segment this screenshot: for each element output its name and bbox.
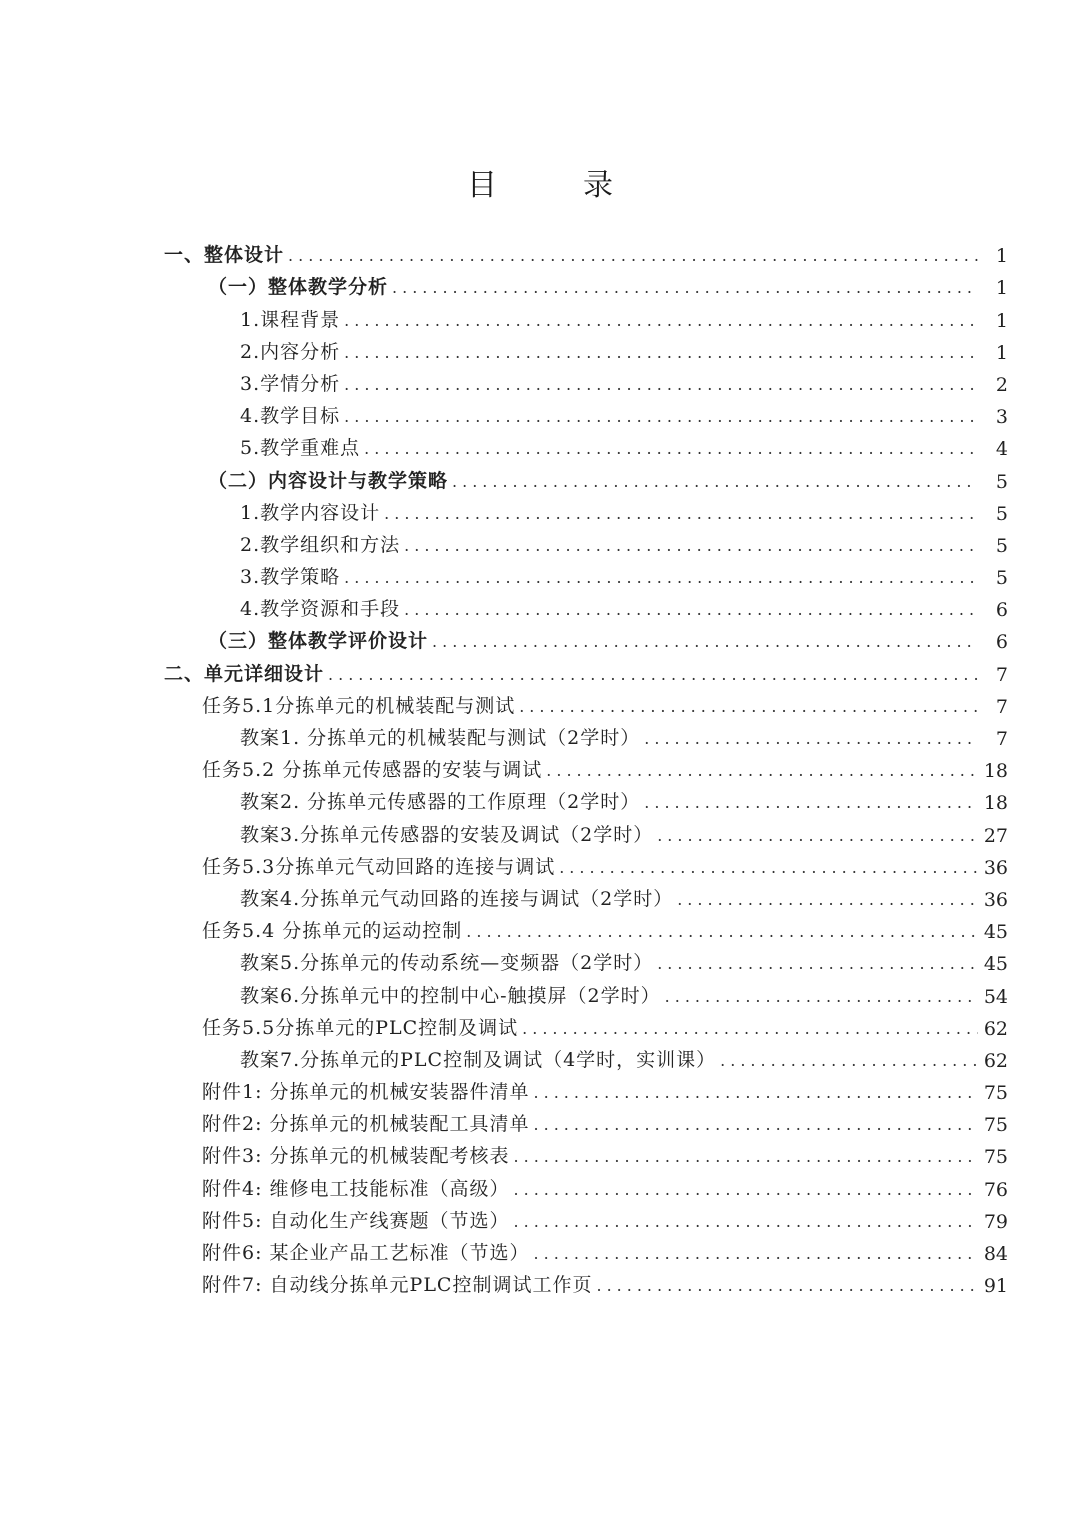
toc-entry[interactable] — [164, 493, 1008, 525]
toc-dot-leader — [657, 953, 978, 975]
toc-dot-leader — [644, 792, 978, 814]
toc-page-number: 18 — [983, 792, 1008, 815]
toc-dot-leader — [720, 1050, 978, 1072]
toc-entry-label: 附件1: 分拣单元的机械安装器件清单 — [202, 1081, 530, 1104]
toc-entry[interactable] — [164, 428, 1008, 460]
toc-page-number: 1 — [995, 277, 1008, 300]
toc-entry-label: 2.教学组织和方法 — [240, 533, 401, 556]
toc-entry-label: 1.教学内容设计 — [240, 501, 381, 524]
toc-dot-leader — [288, 245, 978, 267]
toc-entry[interactable] — [164, 332, 1008, 364]
toc-dot-leader — [514, 1179, 978, 1201]
toc-entry-label: 教案7.分拣单元的PLC控制及调试（4学时，实训课） — [240, 1048, 717, 1071]
toc-entry-label: 教案4.分拣单元气动回路的连接与调试（2学时） — [240, 887, 674, 910]
toc-entry-label: 教案6.分拣单元中的控制中心-触摸屏（2学时） — [240, 984, 661, 1007]
toc-page-number: 18 — [983, 760, 1008, 783]
toc-page-number: 3 — [995, 406, 1008, 429]
toc-dot-leader — [384, 503, 978, 525]
toc-dot-leader — [344, 406, 978, 428]
toc-page-number: 6 — [995, 631, 1008, 654]
toc-entry-label: 任务5.2 分拣单元传感器的安装与调试 — [202, 759, 543, 782]
toc-dot-leader — [534, 1114, 978, 1136]
toc-dot-leader — [392, 277, 978, 299]
toc-page-number: 84 — [983, 1243, 1008, 1265]
toc-entry[interactable] — [164, 1136, 1008, 1168]
toc-page-number: 62 — [983, 1017, 1008, 1040]
toc-page-number: 75 — [983, 1082, 1008, 1105]
toc-entry[interactable] — [164, 621, 1008, 653]
toc-entry[interactable] — [164, 750, 1008, 782]
toc-page-number: 91 — [983, 1275, 1008, 1298]
toc-page-number: 6 — [995, 599, 1008, 622]
toc-entry-label: 5.教学重难点 — [240, 437, 361, 460]
toc-entry-label: （三）整体教学评价设计 — [208, 630, 429, 653]
toc-dot-leader — [364, 438, 978, 460]
table-of-contents — [164, 235, 1008, 1297]
toc-entry[interactable] — [164, 299, 1008, 331]
toc-entry[interactable] — [164, 943, 1008, 975]
toc-page-number: 5 — [995, 567, 1008, 590]
toc-page-number: 5 — [995, 534, 1008, 557]
toc-dot-leader — [546, 760, 978, 782]
toc-page-number: 5 — [995, 470, 1008, 493]
toc-page-number: 36 — [983, 856, 1008, 879]
toc-page-number: 7 — [995, 695, 1008, 718]
toc-entry[interactable] — [164, 814, 1008, 846]
toc-entry[interactable] — [164, 911, 1008, 943]
toc-page-number: 54 — [983, 985, 1008, 1008]
toc-page-number: 1 — [995, 341, 1008, 364]
toc-entry-label: 3.教学策略 — [240, 566, 341, 589]
toc-entry[interactable] — [164, 1104, 1008, 1136]
toc-page-number: 1 — [995, 245, 1008, 268]
toc-page-number: 62 — [983, 1049, 1008, 1072]
toc-dot-leader — [328, 664, 978, 686]
toc-entry-label: 教案2. 分拣单元传感器的工作原理（2学时） — [240, 791, 641, 814]
toc-entry[interactable] — [164, 1008, 1008, 1040]
toc-page-number: 7 — [995, 663, 1008, 686]
toc-entry-label: 附件5: 自动化生产线赛题（节选） — [202, 1209, 510, 1232]
toc-entry-label: 4.教学资源和手段 — [240, 598, 401, 621]
toc-entry-label: 教案1. 分拣单元的机械装配与测试（2学时） — [240, 727, 641, 749]
toc-page-number: 75 — [983, 1114, 1008, 1137]
toc-entry-label: 教案3.分拣单元传感器的安装及调试（2学时） — [240, 823, 654, 846]
toc-entry-label: 二、单元详细设计 — [164, 662, 325, 685]
toc-entry-label: 2.内容分析 — [240, 340, 341, 363]
toc-entry-label: 附件2: 分拣单元的机械装配工具清单 — [202, 1113, 530, 1136]
toc-dot-leader — [452, 471, 978, 493]
toc-entry[interactable] — [164, 847, 1008, 879]
toc-entry[interactable] — [164, 1233, 1008, 1265]
toc-entry-label: 附件6: 某企业产品工艺标准（节选） — [202, 1242, 530, 1264]
toc-entry[interactable] — [164, 267, 1008, 299]
toc-entry[interactable] — [164, 1072, 1008, 1104]
toc-dot-leader — [514, 1146, 978, 1168]
toc-entry-label: 一、整体设计 — [164, 244, 285, 267]
toc-dot-leader — [665, 986, 978, 1008]
toc-dot-leader — [432, 631, 978, 653]
toc-entry[interactable] — [164, 686, 1008, 718]
toc-entry[interactable] — [164, 396, 1008, 428]
toc-dot-leader — [596, 1275, 978, 1297]
toc-entry-label: 4.教学目标 — [240, 405, 341, 428]
toc-entry[interactable] — [164, 718, 1008, 750]
toc-dot-leader — [344, 310, 978, 332]
toc-page-number: 27 — [983, 824, 1008, 847]
toc-entry[interactable] — [164, 525, 1008, 557]
toc-dot-leader — [466, 921, 978, 943]
toc-page-number: 7 — [995, 728, 1008, 750]
toc-entry-label: 任务5.1分拣单元的机械装配与测试 — [202, 694, 516, 717]
toc-entry[interactable] — [164, 364, 1008, 396]
toc-entry[interactable] — [164, 460, 1008, 492]
toc-dot-leader — [519, 696, 978, 718]
toc-entry-label: （一）整体教学分析 — [208, 276, 389, 299]
toc-entry[interactable] — [164, 589, 1008, 621]
toc-entry[interactable] — [164, 1040, 1008, 1072]
toc-page-number: 76 — [983, 1178, 1008, 1201]
toc-dot-leader — [534, 1243, 978, 1265]
toc-entry[interactable] — [164, 1265, 1008, 1297]
toc-entry-label: （二）内容设计与教学策略 — [208, 469, 449, 492]
toc-dot-leader — [514, 1211, 978, 1233]
toc-entry-label: 任务5.3分拣单元气动回路的连接与调试 — [202, 855, 556, 878]
toc-entry-label: 任务5.4 分拣单元的运动控制 — [202, 920, 463, 943]
toc-entry-label: 附件4: 维修电工技能标准（高级） — [202, 1177, 510, 1200]
toc-entry[interactable] — [164, 975, 1008, 1007]
toc-entry[interactable] — [164, 653, 1008, 685]
toc-page-number: 45 — [983, 921, 1008, 944]
toc-entry-label: 任务5.5分拣单元的PLC控制及调试 — [202, 1016, 519, 1039]
toc-dot-leader — [644, 728, 978, 750]
toc-entry[interactable] — [164, 782, 1008, 814]
toc-dot-leader — [404, 599, 978, 621]
toc-page-number: 75 — [983, 1146, 1008, 1169]
toc-page-number: 1 — [995, 309, 1008, 332]
toc-page-number: 36 — [983, 888, 1008, 911]
toc-dot-leader — [344, 567, 978, 589]
toc-entry-label: 教案5.分拣单元的传动系统—变频器（2学时） — [240, 952, 654, 975]
toc-entry[interactable] — [164, 1168, 1008, 1200]
toc-page-number: 79 — [983, 1210, 1008, 1233]
toc-entry[interactable] — [164, 235, 1008, 267]
toc-entry-label: 3.学情分析 — [240, 372, 341, 395]
toc-dot-leader — [534, 1082, 978, 1104]
toc-entry-label: 附件7: 自动线分拣单元PLC控制调试工作页 — [202, 1274, 593, 1297]
toc-dot-leader — [404, 535, 978, 557]
toc-dot-leader — [522, 1018, 978, 1040]
toc-dot-leader — [344, 374, 978, 396]
toc-page-number: 5 — [995, 502, 1008, 525]
toc-entry[interactable] — [164, 557, 1008, 589]
toc-dot-leader — [559, 857, 978, 879]
toc-entry[interactable] — [164, 1201, 1008, 1233]
toc-dot-leader — [344, 342, 978, 364]
toc-page-number: 45 — [983, 953, 1008, 976]
toc-dot-leader — [657, 825, 978, 847]
toc-page-number: 2 — [995, 373, 1008, 396]
toc-entry-label: 1.课程背景 — [240, 308, 341, 331]
toc-dot-leader — [677, 889, 978, 911]
toc-entry[interactable] — [164, 879, 1008, 911]
toc-entry-label: 附件3: 分拣单元的机械装配考核表 — [202, 1145, 510, 1168]
toc-page-number: 4 — [995, 438, 1008, 461]
page-title: 目 录 — [467, 168, 641, 203]
